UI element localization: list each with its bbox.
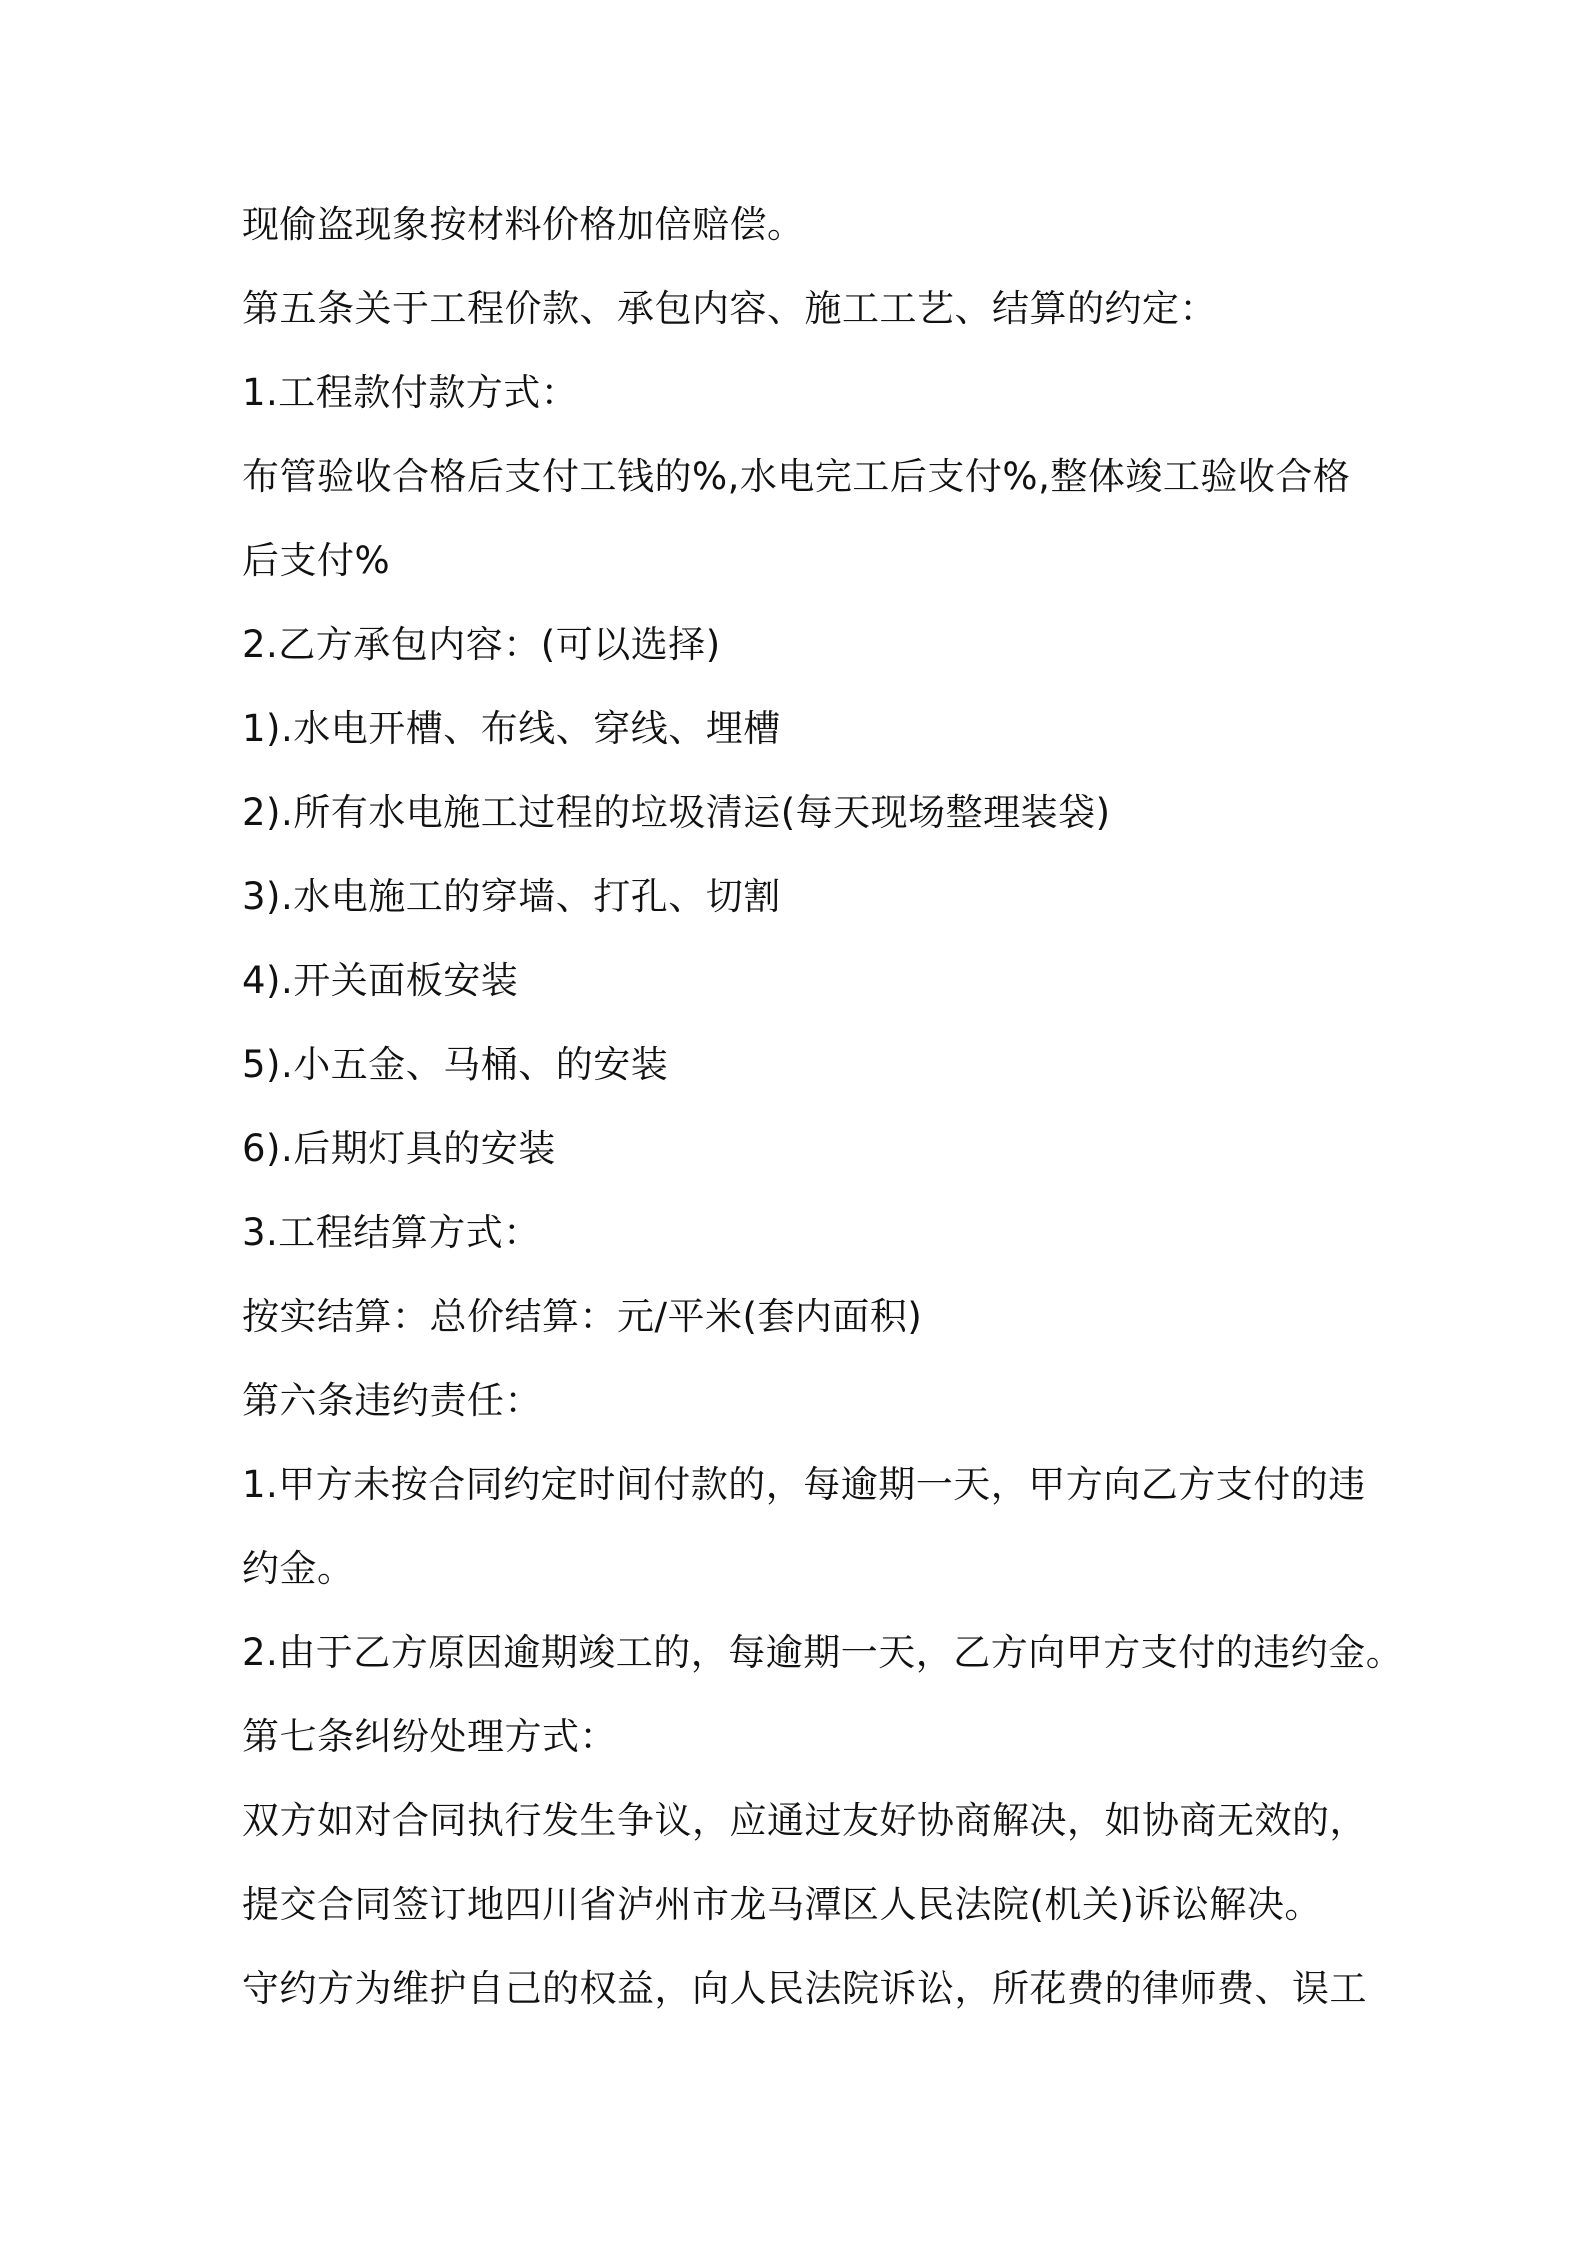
text-line: 3.工程结算方式： (242, 1211, 541, 1254)
list-item: 2).所有水电施工过程的垃圾清运(每天现场整理装袋) (242, 791, 1111, 834)
text-line: 1.甲方未按合同约定时间付款的，每逾期一天，甲方向乙方支付的违 (242, 1463, 1366, 1506)
section-heading-article-5: 第五条关于工程价款、承包内容、施工工艺、结算的约定： (242, 287, 1217, 330)
section-heading-article-7: 第七条纠纷处理方式： (242, 1715, 617, 1758)
text-line: 守约方为维护自己的权益，向人民法院诉讼，所花费的律师费、误工 (242, 1967, 1367, 2010)
list-item: 6).后期灯具的安装 (242, 1127, 556, 1170)
text-line: 约金。 (242, 1547, 355, 1590)
text-line: 按实结算：总价结算：元/平米(套内面积) (242, 1295, 923, 1338)
text-line: 1.工程款付款方式： (242, 371, 579, 414)
text-line: 现偷盗现象按材料价格加倍赔偿。 (242, 203, 805, 246)
list-item: 5).小五金、马桶、的安装 (242, 1043, 669, 1086)
list-item: 1).水电开槽、布线、穿线、埋槽 (242, 707, 781, 750)
section-heading-article-6: 第六条违约责任： (242, 1379, 542, 1422)
list-item: 3).水电施工的穿墙、打孔、切割 (242, 875, 781, 918)
text-line: 双方如对合同执行发生争议，应通过友好协商解决，如协商无效的， (242, 1799, 1367, 1842)
text-line: 提交合同签订地四川省泸州市龙马潭区人民法院(机关)诉讼解决。 (242, 1883, 1322, 1926)
text-line: 2.由于乙方原因逾期竣工的，每逾期一天，乙方向甲方支付的违约金。 (242, 1631, 1404, 1674)
text-line: 2.乙方承包内容：(可以选择) (242, 623, 721, 666)
text-line: 后支付% (242, 539, 391, 582)
text-line: 布管验收合格后支付工钱的%,水电完工后支付%,整体竣工验收合格 (242, 455, 1351, 498)
list-item: 4).开关面板安装 (242, 959, 519, 1002)
